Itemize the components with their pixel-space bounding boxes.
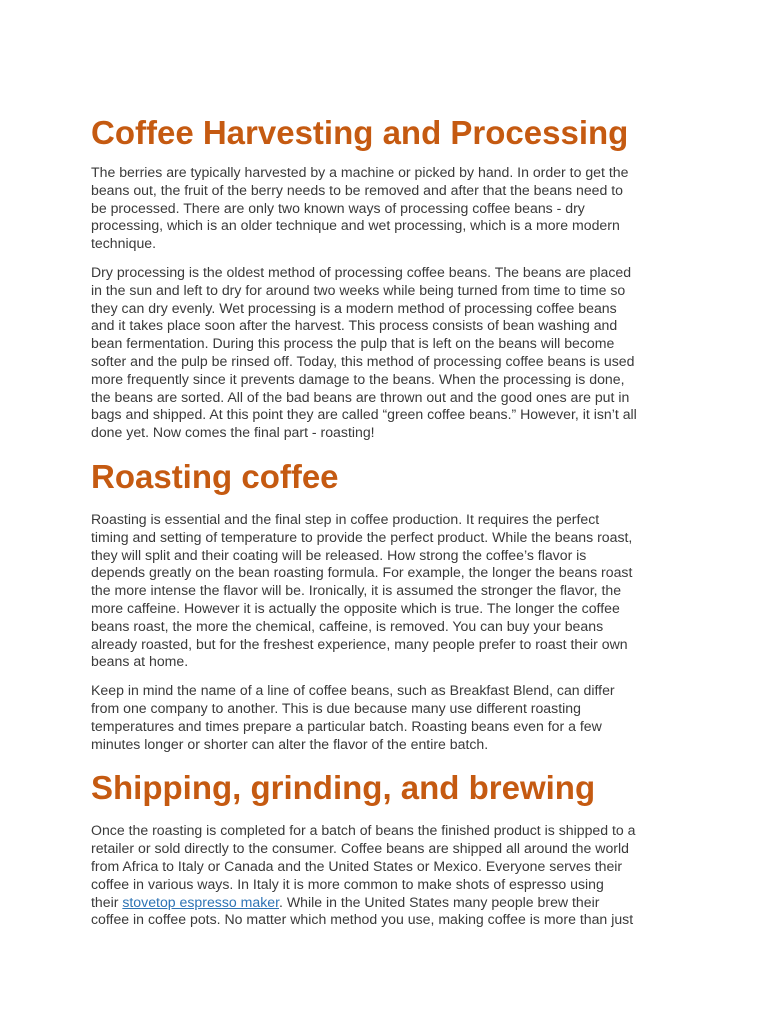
text-line: Roasting is essential and the final step in coffee production. It requires the perfect <box>91 510 600 527</box>
text-line: Once the roasting is completed for a batch of beans the finished product is shipped to a <box>91 822 636 839</box>
text-line: in the sun and left to dry for around two weeks while being turned from time to time so <box>91 281 626 298</box>
text-line: be processed. There are only two known ways of processing coffee beans - dry <box>91 199 585 216</box>
text-line: bags and shipped. At this point they are called “green coffee beans.” However, it isn’t all <box>91 406 637 423</box>
section-heading-shipping: Shipping, grinding, and brewing <box>91 769 596 807</box>
paragraph-blend-names <box>91 682 681 753</box>
text-line: beans roast, the more the chemical, caffeine, is removed. You can buy your beans <box>91 617 604 634</box>
text-line: done yet. Now comes the final part - roasting! <box>91 424 375 441</box>
text-line: depends greatly on the bean roasting formula. For example, the longer the beans roast <box>91 564 633 581</box>
text-line: bean fermentation. During this process the pulp that is left on the beans will become <box>91 335 615 352</box>
paragraph-shipping <box>91 822 681 929</box>
text-line: Dry processing is the oldest method of processing coffee beans. The beans are placed <box>91 263 632 280</box>
text-line: softer and the pulp be rinsed off. Today, this method of processing coffee beans is used <box>91 352 635 369</box>
text-line: the more intense the flavor will be. Ironically, it is assumed the stronger the flavor, the <box>91 582 622 599</box>
text-line: the beans are sorted. All of the bad beans are thrown out and the good ones are put in <box>91 388 630 405</box>
text-line-with-link <box>91 894 681 912</box>
text-line: and it takes place soon after the harvest. This process consists of bean washing and <box>91 317 618 334</box>
paragraph-harvesting-intro <box>91 164 681 253</box>
text-line: coffee in various ways. In Italy it is more common to make shots of espresso using <box>91 875 604 892</box>
text-line: beans at home. <box>91 653 189 670</box>
text-line: timing and setting of temperature to provide the perfect product. While the beans roast, <box>91 528 633 545</box>
text-line: they will split and their coating will be released. How strong the coffee’s flavor is <box>91 546 587 563</box>
text-line: beans out, the fruit of the berry needs to be removed and after that the beans need to <box>91 181 624 198</box>
text-line: more frequently since it prevents damage to the beans. When the processing is done, <box>91 370 625 387</box>
text-line: coffee in coffee pots. No matter which method you use, making coffee is more than just <box>91 911 634 928</box>
text-line: they can dry evenly. Wet processing is a modern method of processing coffee beans <box>91 299 617 316</box>
stovetop-espresso-maker-link[interactable]: stovetop espresso maker <box>122 893 280 910</box>
link-suffix-text: . While in the United States many people brew their <box>279 893 600 910</box>
text-line: Keep in mind the name of a line of coffee beans, such as Breakfast Blend, can differ <box>91 682 615 699</box>
text-line: from one company to another. This is due because many use different roasting <box>91 699 581 716</box>
text-line: processing, which is an older technique and wet processing, which is a more modern <box>91 217 620 234</box>
paragraph-dry-wet-processing <box>91 264 681 442</box>
link-prefix-text: their <box>91 893 123 910</box>
text-line: temperatures and times prepare a particular batch. Roasting beans even for a few <box>91 717 602 734</box>
text-line: The berries are typically harvested by a machine or picked by hand. In order to get the <box>91 164 629 180</box>
text-line: already roasted, but for the freshest experience, many people prefer to roast their own <box>91 635 628 652</box>
text-line: more caffeine. However it is actually the opposite which is true. The longer the coffee <box>91 599 620 616</box>
text-line: minutes longer or shorter can alter the flavor of the entire batch. <box>91 735 489 752</box>
section-heading-roasting: Roasting coffee <box>91 457 339 495</box>
document-page <box>91 112 681 929</box>
section-heading-harvesting: Coffee Harvesting and Processing <box>91 114 629 151</box>
text-line: technique. <box>91 235 157 252</box>
paragraph-roasting <box>91 511 681 671</box>
text-line: retailer or sold directly to the consumer. Coffee beans are shipped all around the world <box>91 840 629 857</box>
text-line: from Africa to Italy or Canada and the United States or Mexico. Everyone serves their <box>91 857 623 874</box>
